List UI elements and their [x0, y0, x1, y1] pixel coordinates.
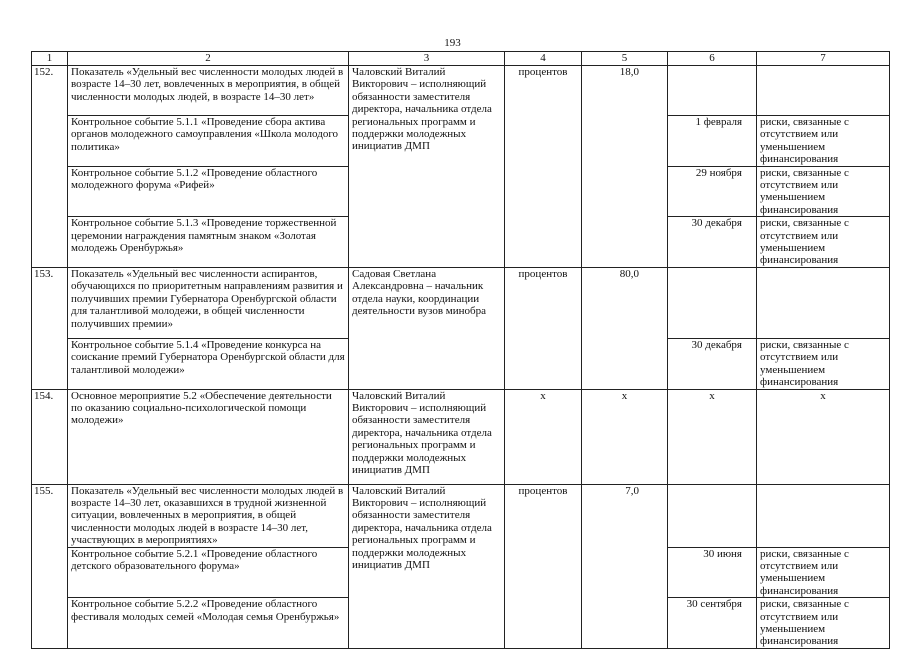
row-number: 153. [32, 267, 68, 389]
row-number: 152. [32, 66, 68, 268]
value-cell: 80,0 [582, 267, 668, 389]
risk-cell-empty [757, 484, 890, 547]
unit-cell: процентов [505, 66, 582, 268]
unit-cell: процентов [505, 484, 582, 648]
responsible-person: Чаловский Виталий Викторович – исполняющий обязанности заместителя директора, начальника отдела региональных программ и поддержки молодежных инициатив ДМП [349, 484, 505, 648]
indicator-text: Показатель «Удельный вес численности молодых людей в возрасте 14–30 лет, вовлеченных в мероприятия, в общей численности молодых людей, в возрасте 14–30 лет» [68, 66, 349, 116]
responsible-person: Чаловский Виталий Викторович – исполняющий обязанности заместителя директора, начальника отдела региональных программ и поддержки молодежных инициатив ДМП [349, 389, 505, 484]
indicator-text: Показатель «Удельный вес численности молодых людей в возрасте 14–30 лет, оказавшихся в трудной жизненной ситуации, вовлеченных в мероприятия, в общей численности молодых людей в возрасте 14–30 лет, участвующих в мероприятиях» [68, 484, 349, 547]
control-event: Контрольное событие 5.2.2 «Проведение областного фестиваля молодых семей «Молодая семья Оренбуржья» [68, 598, 349, 649]
unit-cell: процентов [505, 267, 582, 389]
header-col-1: 1 [32, 52, 68, 66]
header-row [32, 52, 890, 66]
unit-cell: х [505, 389, 582, 484]
row-number: 154. [32, 389, 68, 484]
value-cell: 18,0 [582, 66, 668, 268]
page-number: 193 [444, 37, 461, 49]
table-row [32, 389, 890, 484]
event-date: 30 декабря [668, 338, 757, 389]
event-risk: риски, связанные с отсутствием или уменьшением финансирования [757, 338, 890, 389]
row-number: 155. [32, 484, 68, 648]
risk-cell-empty [757, 66, 890, 116]
table-row [32, 66, 890, 116]
event-risk: риски, связанные с отсутствием или уменьшением финансирования [757, 217, 890, 268]
event-date: 29 ноября [668, 166, 757, 217]
control-event: Контрольное событие 5.1.2 «Проведение областного молодежного форума «Рифей» [68, 166, 349, 217]
header-col-7: 7 [757, 52, 890, 66]
date-cell-empty [668, 267, 757, 338]
control-event: Контрольное событие 5.1.1 «Проведение сбора актива органов молодежного самоуправления «Школа молодого политика» [68, 116, 349, 167]
control-event: Контрольное событие 5.2.1 «Проведение областного детского образовательного форума» [68, 547, 349, 598]
event-date: 1 февраля [668, 116, 757, 167]
date-cell-empty [668, 66, 757, 116]
value-cell: 7,0 [582, 484, 668, 648]
header-col-2: 2 [68, 52, 349, 66]
plan-table [31, 51, 890, 649]
table-row [32, 267, 890, 338]
indicator-text: Основное мероприятие 5.2 «Обеспечение деятельности по оказанию социально-психологической помощи молодежи» [68, 389, 349, 484]
event-risk: риски, связанные с отсутствием или уменьшением финансирования [757, 547, 890, 598]
indicator-text: Показатель «Удельный вес численности аспирантов, обучающихся по приоритетным направлениям развития и получивших премии Губернатора Оренбургской области для талантливой молодежи, в общей численности получивших премии» [68, 267, 349, 338]
event-date: 30 декабря [668, 217, 757, 268]
header-col-3: 3 [349, 52, 505, 66]
responsible-person: Садовая Светлана Александровна – начальник отдела науки, координации деятельности вузов минобра [349, 267, 505, 389]
control-event: Контрольное событие 5.1.4 «Проведение конкурса на соискание премий Губернатора Оренбургской области для талантливой молодежи» [68, 338, 349, 389]
header-col-4: 4 [505, 52, 582, 66]
date-cell: х [668, 389, 757, 484]
event-date: 30 сентября [668, 598, 757, 649]
risk-cell-empty [757, 267, 890, 338]
header-col-6: 6 [668, 52, 757, 66]
event-risk: риски, связанные с отсутствием или уменьшением финансирования [757, 166, 890, 217]
event-date: 30 июня [668, 547, 757, 598]
header-col-5: 5 [582, 52, 668, 66]
event-risk: риски, связанные с отсутствием или уменьшением финансирования [757, 116, 890, 167]
table-row [32, 484, 890, 547]
value-cell: х [582, 389, 668, 484]
event-risk: риски, связанные с отсутствием или уменьшением финансирования [757, 598, 890, 649]
control-event: Контрольное событие 5.1.3 «Проведение торжественной церемонии награждения памятным знаком «Золотая молодежь Оренбуржья» [68, 217, 349, 268]
risk-cell: х [757, 389, 890, 484]
date-cell-empty [668, 484, 757, 547]
responsible-person: Чаловский Виталий Викторович – исполняющий обязанности заместителя директора, начальника отдела региональных программ и поддержки молодежных инициатив ДМП [349, 66, 505, 268]
